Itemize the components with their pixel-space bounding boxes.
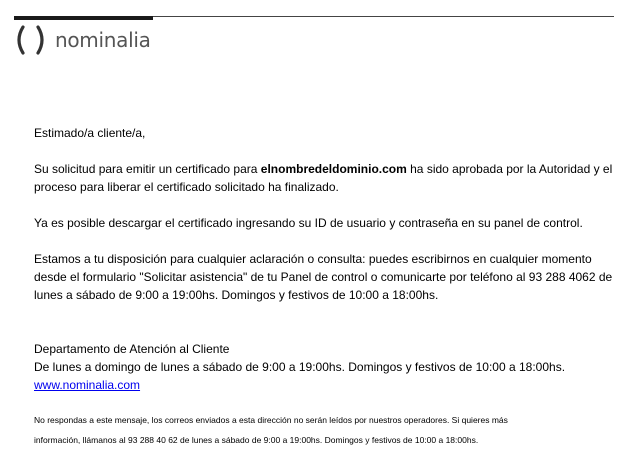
department-name: Departamento de Atención al Cliente — [34, 342, 230, 356]
signature — [34, 340, 614, 394]
website-link[interactable]: www.nominalia.com — [34, 378, 141, 392]
domain-name: elnombredeldominio.com — [260, 162, 407, 176]
approval-message — [34, 160, 614, 196]
footer-line-2: información, llámanos al 93 288 40 62 de lunes a sábado de 9:00 a 19:00hs. Domingos y festivos de 10:00 a 18:00hs. — [34, 435, 479, 445]
greeting: Estimado/a cliente/a, — [34, 126, 146, 140]
approval-text-after: ha sido aprobada por la Autoridad y el proceso para liberar el certificado solicitado ha finalizado. — [34, 162, 613, 194]
brand-parentheses-icon — [14, 24, 52, 56]
footer-disclaimer — [34, 410, 614, 450]
approval-text-before: Su solicitud para emitir un certificado para — [34, 162, 261, 176]
download-instructions: Ya es posible descargar el certificado ingresando su ID de usuario y contraseña en su panel de control. — [34, 216, 583, 230]
brand-name: nominalia — [55, 28, 151, 52]
contact-info: Estamos a tu disposición para cualquier aclaración o consulta: puedes escribirnos en cualquier momento desde el formulario "Solicitar asistencia" de tu Panel de control o comunicarte por teléfono al 93 288 4062 de lunes a sábado de 9:00 a 19:00hs. Domingos y festivos de 10:00 a 18:00hs. — [34, 252, 613, 302]
email-body — [34, 124, 614, 394]
footer-line-1: No respondas a este mensaje, los correos enviados a esta dirección no serán leídos por nuestros operadores. Si quieres más — [34, 415, 508, 425]
nominalia-logo — [14, 24, 151, 56]
support-hours: De lunes a domingo de lunes a sábado de 9:00 a 19:00hs. Domingos y festivos de 10:00 a 18:00hs. — [34, 360, 566, 374]
header-rule-accent — [14, 16, 153, 20]
